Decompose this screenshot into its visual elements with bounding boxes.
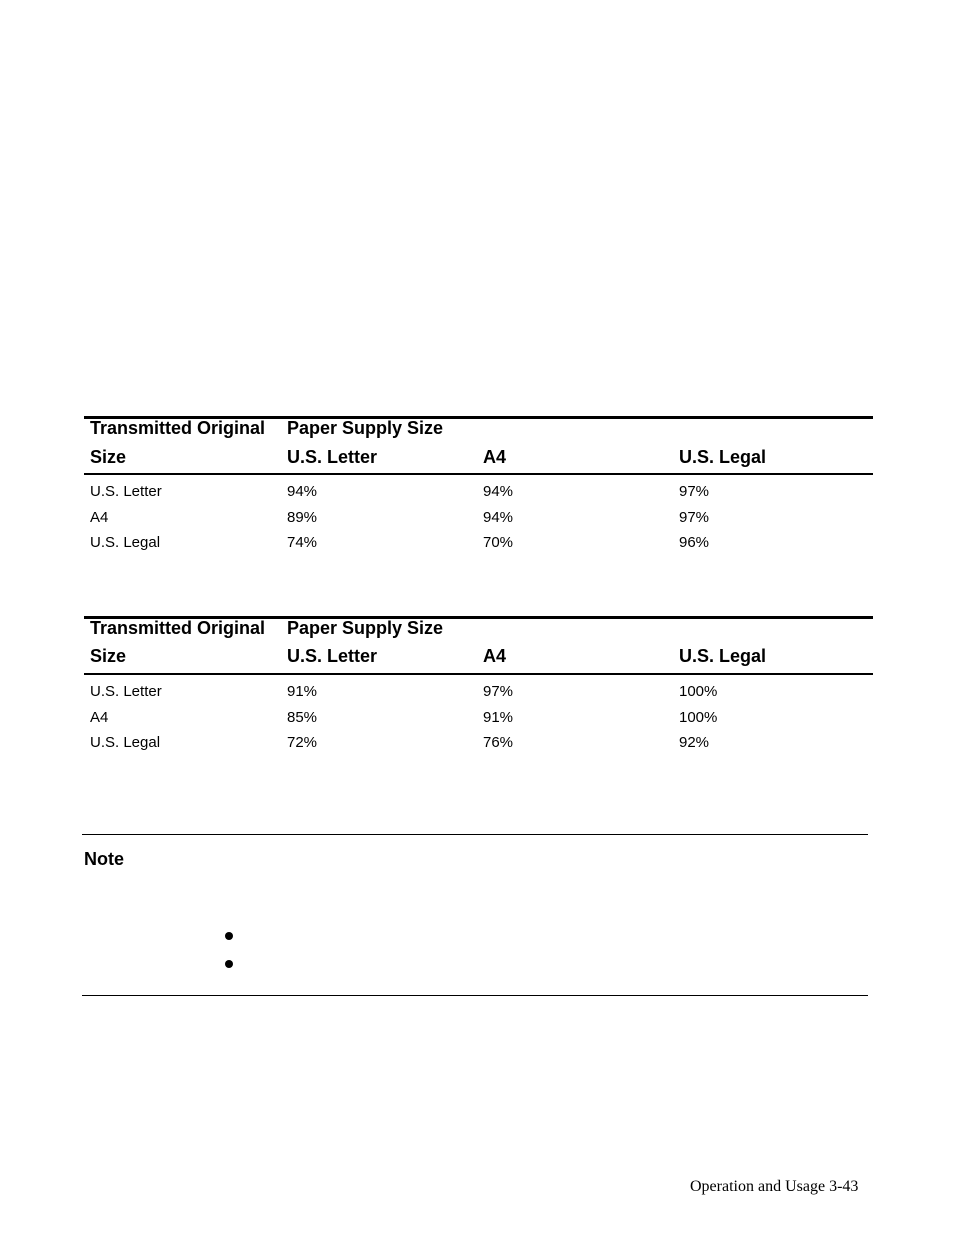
header-us-letter: U.S. Letter — [287, 447, 378, 467]
table-cell: 97% — [679, 483, 710, 500]
table-cell: 100% — [679, 683, 718, 700]
header-us-letter: U.S. Letter — [287, 646, 378, 666]
table-cell: 70% — [483, 534, 514, 551]
row-label: U.S. Legal — [90, 734, 161, 751]
note-label: Note — [84, 849, 124, 869]
bullet-icon — [225, 960, 233, 968]
table-cell: 94% — [483, 509, 514, 526]
table-cell: 92% — [679, 734, 710, 751]
header-transmitted-original: Transmitted Original — [90, 418, 266, 438]
row-label: U.S. Letter — [90, 483, 162, 500]
table-cell: 100% — [679, 709, 718, 726]
header-us-legal: U.S. Legal — [679, 646, 767, 666]
header-size: Size — [90, 646, 127, 666]
note-top-rule — [82, 834, 868, 835]
table-cell: 72% — [287, 734, 318, 751]
header-transmitted-original: Transmitted Original — [90, 618, 266, 638]
header-us-legal: U.S. Legal — [679, 447, 767, 467]
row-label: U.S. Letter — [90, 683, 162, 700]
row-label: A4 — [90, 509, 109, 526]
row-label: A4 — [90, 709, 109, 726]
table-cell: 91% — [287, 683, 318, 700]
table-cell: 76% — [483, 734, 514, 751]
table-cell: 89% — [287, 509, 318, 526]
header-a4: A4 — [483, 447, 507, 467]
table-cell: 97% — [679, 509, 710, 526]
header-a4: A4 — [483, 646, 507, 666]
table-header-rule — [84, 673, 873, 675]
header-paper-supply-size: Paper Supply Size — [287, 418, 444, 438]
reduction-table-2 — [84, 616, 873, 756]
header-size: Size — [90, 447, 127, 467]
table-cell: 94% — [287, 483, 318, 500]
row-label: U.S. Legal — [90, 534, 161, 551]
table-cell: 91% — [483, 709, 514, 726]
table-cell: 85% — [287, 709, 318, 726]
reduction-table-1 — [84, 416, 873, 556]
table-header-rule — [84, 473, 873, 475]
header-paper-supply-size: Paper Supply Size — [287, 618, 444, 638]
table-cell: 74% — [287, 534, 318, 551]
table-cell: 96% — [679, 534, 710, 551]
note-bottom-rule — [82, 995, 868, 996]
table-cell: 97% — [483, 683, 514, 700]
table-cell: 94% — [483, 483, 514, 500]
page-footer: Operation and Usage 3-43 — [690, 1178, 859, 1195]
bullet-icon — [225, 932, 233, 940]
